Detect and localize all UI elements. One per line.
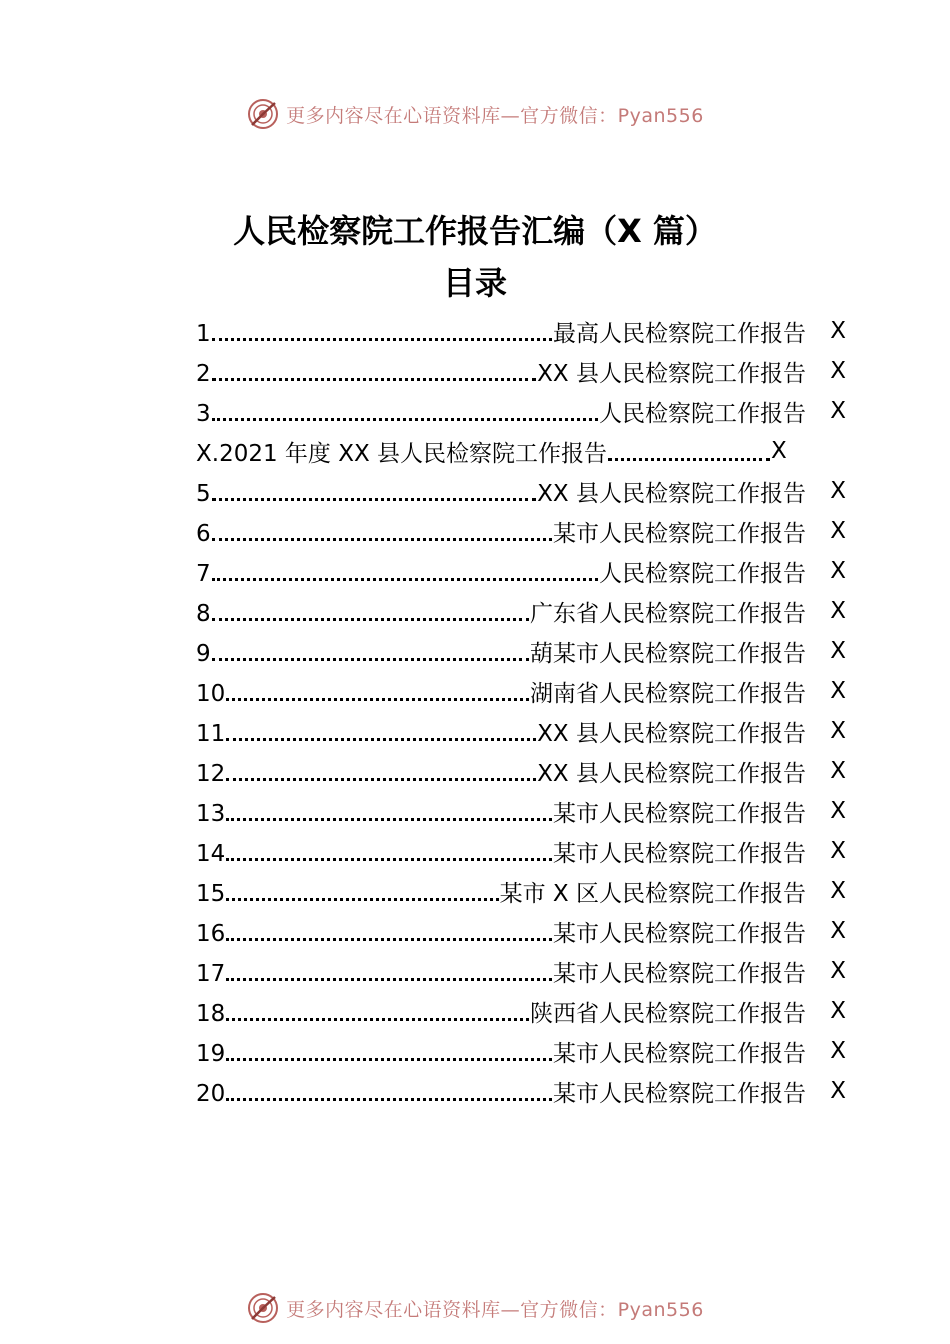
toc-entry-main [196, 755, 806, 788]
toc-entry[interactable] [196, 431, 846, 471]
toc-entry-page: X [830, 558, 846, 584]
toc-entry-page: X [830, 798, 846, 824]
watermark-label: 更多内容尽在心语资料库—官方微信： [286, 104, 618, 127]
toc-entry-main [196, 475, 806, 508]
toc-dot-leader [212, 378, 537, 381]
toc-entry-number: 7 [196, 560, 211, 587]
toc-dot-leader [226, 978, 552, 981]
toc-dot-leader [226, 698, 529, 701]
toc-entry[interactable] [196, 711, 846, 751]
toc-entry-number: 16 [196, 920, 226, 947]
toc-dot-leader [608, 458, 770, 461]
toc-entry-number: 13 [196, 800, 226, 827]
toc-entry-page: X [830, 358, 846, 384]
watermark-text [286, 101, 704, 128]
toc-entry-title: 某市人民检察院工作报告 [553, 1040, 806, 1067]
watermark-wechat-id: Pyan556 [617, 104, 704, 127]
toc-entry-page: X [830, 878, 846, 904]
toc-entry-number: 2 [196, 360, 211, 387]
toc-entry-title: 某市人民检察院工作报告 [553, 1080, 806, 1107]
toc-entry[interactable] [196, 551, 846, 591]
toc-entry-page: X [830, 598, 846, 624]
toc-dot-leader [226, 1058, 552, 1061]
toc-entry-title: 某市人民检察院工作报告 [553, 520, 806, 547]
toc-entry-main [196, 1035, 806, 1068]
toc-dot-leader [212, 338, 552, 341]
toc-entry-number: 15 [196, 880, 226, 907]
toc-entry-number: 20 [196, 1080, 226, 1107]
watermark-wechat-id: Pyan556 [617, 1298, 704, 1321]
toc-entry-number: 5 [196, 480, 211, 507]
toc-entry-number: 12 [196, 760, 226, 787]
toc-entry-number: 18 [196, 1000, 226, 1027]
toc-entry-page: X [830, 1078, 846, 1104]
toc-dot-leader [212, 658, 529, 661]
toc-dot-leader [212, 538, 552, 541]
toc-entry-page: X [830, 398, 846, 424]
toc-entry-main [196, 715, 806, 748]
toc-entry-main [196, 835, 806, 868]
toc-entry-title: 葫某市人民检察院工作报告 [530, 640, 806, 667]
tree-ring-logo-icon [246, 97, 280, 131]
toc-entry[interactable] [196, 751, 846, 791]
toc-entry[interactable] [196, 591, 846, 631]
toc-entry-number: 11 [196, 720, 226, 747]
toc-entry-title: 某市人民检察院工作报告 [553, 840, 806, 867]
toc-entry[interactable] [196, 951, 846, 991]
toc-entry-title: 某市人民检察院工作报告 [553, 800, 806, 827]
toc-entry-title: 某市人民检察院工作报告 [553, 920, 806, 947]
toc-dot-leader [226, 738, 536, 741]
toc-entry-title: 陕西省人民检察院工作报告 [530, 1000, 806, 1027]
toc-entry-main [196, 995, 806, 1028]
toc-entry-page: X [830, 838, 846, 864]
toc-entry-main [196, 595, 806, 628]
toc-entry-page: X [830, 918, 846, 944]
toc-entry-number: 17 [196, 960, 226, 987]
toc-entry[interactable] [196, 991, 846, 1031]
document-subtitle: 目录 [442, 264, 507, 302]
toc-entry-title: 广东省人民检察院工作报告 [530, 600, 806, 627]
toc-entry-main [196, 355, 806, 388]
toc-entry[interactable] [196, 671, 846, 711]
toc-entry-main [196, 915, 806, 948]
toc-entry[interactable] [196, 1031, 846, 1071]
toc-entry-page: X [830, 998, 846, 1024]
toc-entry-number: 10 [196, 680, 226, 707]
watermark-text [286, 1295, 704, 1322]
toc-entry-number: 14 [196, 840, 226, 867]
toc-dot-leader [212, 418, 598, 421]
toc-entry-title: XX 县人民检察院工作报告 [537, 760, 806, 787]
toc-entry[interactable] [196, 471, 846, 511]
tree-ring-logo-icon [246, 1291, 280, 1325]
toc-entry-main [196, 795, 806, 828]
toc-entry-number: 1 [196, 320, 211, 347]
toc-entry[interactable] [196, 791, 846, 831]
toc-entry-page: X [830, 638, 846, 664]
toc-entry-page: X [771, 438, 787, 464]
toc-entry-number: 3 [196, 400, 211, 427]
toc-entry-title: 某市人民检察院工作报告 [553, 960, 806, 987]
toc-entry-number: 8 [196, 600, 211, 627]
toc-dot-leader [226, 778, 536, 781]
toc-entry-page: X [830, 758, 846, 784]
toc-entry-title: 最高人民检察院工作报告 [553, 320, 806, 347]
toc-entry-title: 人民检察院工作报告 [599, 400, 806, 427]
watermark-header [0, 94, 950, 134]
toc-entry[interactable] [196, 311, 846, 351]
toc-entry-page: X [830, 478, 846, 504]
toc-entry[interactable] [196, 631, 846, 671]
toc-entry-main [196, 675, 806, 708]
toc-entry-title: XX 县人民检察院工作报告 [537, 360, 806, 387]
toc-entry-main [196, 515, 806, 548]
toc-dot-leader [226, 818, 552, 821]
table-of-contents [196, 311, 846, 1111]
toc-dot-leader [226, 1018, 529, 1021]
toc-dot-leader [212, 498, 537, 501]
toc-dot-leader [212, 578, 598, 581]
toc-entry-main [196, 435, 771, 468]
toc-entry[interactable] [196, 1071, 846, 1111]
toc-entry-main [196, 955, 806, 988]
toc-entry[interactable] [196, 511, 846, 551]
toc-entry-title: 某市 X 区人民检察院工作报告 [499, 880, 806, 907]
watermark-label: 更多内容尽在心语资料库—官方微信： [286, 1298, 618, 1321]
document-title: 人民检察院工作报告汇编（X 篇） [233, 212, 717, 250]
toc-entry-title: X.2021 年度 XX 县人民检察院工作报告 [196, 440, 608, 467]
toc-entry[interactable] [196, 351, 846, 391]
toc-entry-number: 9 [196, 640, 211, 667]
toc-entry-main [196, 635, 806, 668]
toc-entry-main [196, 555, 806, 588]
toc-entry-title: 湖南省人民检察院工作报告 [530, 680, 806, 707]
watermark-footer [0, 1288, 950, 1328]
toc-entry[interactable] [196, 911, 846, 951]
toc-dot-leader [226, 858, 552, 861]
toc-entry[interactable] [196, 391, 846, 431]
toc-entry[interactable] [196, 831, 846, 871]
toc-dot-leader [226, 898, 498, 901]
toc-dot-leader [226, 1098, 552, 1101]
toc-entry-page: X [830, 518, 846, 544]
toc-entry-main [196, 315, 806, 348]
toc-entry-main [196, 395, 806, 428]
toc-entry-page: X [830, 718, 846, 744]
toc-entry-title: XX 县人民检察院工作报告 [537, 480, 806, 507]
toc-dot-leader [226, 938, 552, 941]
toc-entry-page: X [830, 678, 846, 704]
toc-entry-main [196, 875, 806, 908]
toc-entry-number: 19 [196, 1040, 226, 1067]
toc-entry-page: X [830, 1038, 846, 1064]
toc-entry-title: 人民检察院工作报告 [599, 560, 806, 587]
toc-entry-number: 6 [196, 520, 211, 547]
toc-entry-page: X [830, 318, 846, 344]
toc-entry-title: XX 县人民检察院工作报告 [537, 720, 806, 747]
toc-dot-leader [212, 618, 529, 621]
toc-entry[interactable] [196, 871, 846, 911]
toc-entry-page: X [830, 958, 846, 984]
toc-entry-main [196, 1075, 806, 1108]
